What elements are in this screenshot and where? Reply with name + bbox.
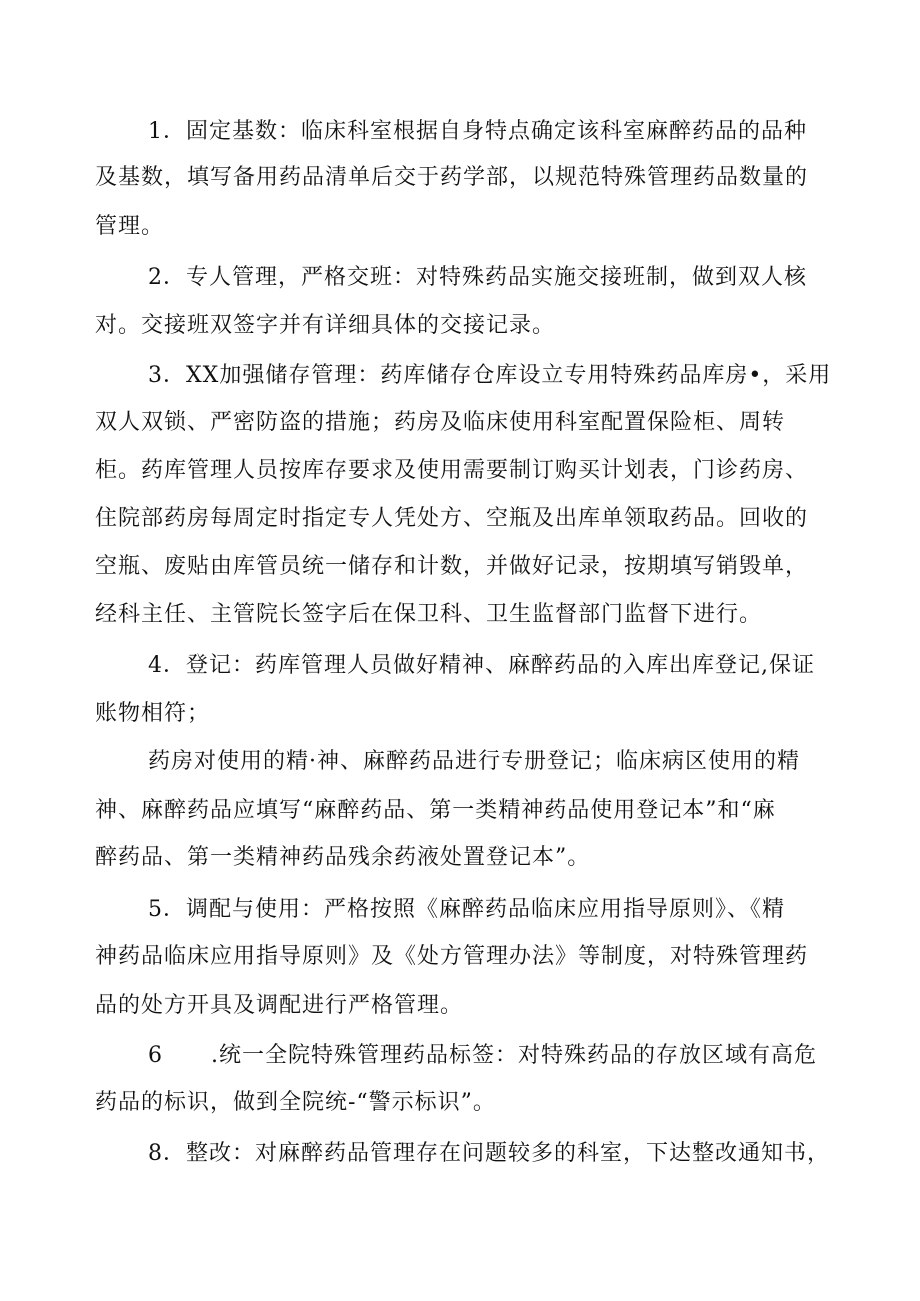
item-3-line-5: 空瓶、废贴由库管员统一储存和计数，并做好记录，按期填写销毁单， <box>95 554 809 579</box>
pharmacy-para-line-2: 神、麻醉药品应填写“麻醉药品、第一类精神药品使用登记本”和“麻 <box>95 798 776 823</box>
pharmacy-para-line-3: 醉药品、第一类精神药品残余药液处置登记本”。 <box>95 845 591 870</box>
item-3-line-3: 柜。药库管理人员按库存要求及使用需要制订购买计划表，门诊药房、 <box>95 458 809 483</box>
item-3-line-6: 经科主任、主管院长签字后在保卫科、卫生监督部门监督下进行。 <box>95 602 763 627</box>
item-5-line-3: 品的处方开具及调配进行严格管理。 <box>95 993 464 1018</box>
item-5-line-1: 5．调配与使用：严格按照《麻醉药品临床应用指导原则》、《精 <box>148 897 785 922</box>
item-3-line-2: 双人双锁、严密防盗的措施；药房及临床使用科室配置保险柜、周转 <box>95 410 786 435</box>
pharmacy-para-line-1: 药房对使用的精·神、麻醉药品进行专册登记；临床病区使用的精 <box>148 749 800 774</box>
item-1-line-1: 1．固定基数：临床科室根据自身特点确定该科室麻醉药品的品种 <box>148 119 807 144</box>
item-6-line-2: 药品的标识，做到全院统-“警示标识”。 <box>95 1090 496 1115</box>
item-4-line-1: 4．登记：药库管理人员做好精神、麻醉药品的入库出库登记,保证 <box>148 653 815 678</box>
item-2-line-2: 对。交接班双签字并有详细具体的交接记录。 <box>95 313 556 338</box>
item-2-line-1: 2．专人管理，严格交班：对特殊药品实施交接班制，做到双人核 <box>148 265 807 290</box>
item-3-line-1: 3．XX加强储存管理：药库储存仓库设立专用特殊药品库房•，采用 <box>148 363 832 388</box>
item-1-line-2: 及基数，填写备用药品清单后交于药学部，以规范特殊管理药品数量的 <box>95 165 809 190</box>
item-3-line-4: 住院部药房每周定时指定专人凭处方、空瓶及出库单领取药品。回收的 <box>95 506 809 531</box>
item-4-line-2: 账物相符； <box>95 701 211 726</box>
item-1-line-3: 管理。 <box>95 214 165 239</box>
item-5-line-2: 神药品临床应用指导原则》及《处方管理办法》等制度，对特殊管理药 <box>95 944 809 969</box>
item-8-line-1: 8．整改：对麻醉药品管理存在问题较多的科室，下达整改通知书， <box>148 1141 830 1166</box>
item-6-line-1: 6 .统一全院特殊管理药品标签：对特殊药品的存放区域有高危 <box>148 1043 817 1068</box>
